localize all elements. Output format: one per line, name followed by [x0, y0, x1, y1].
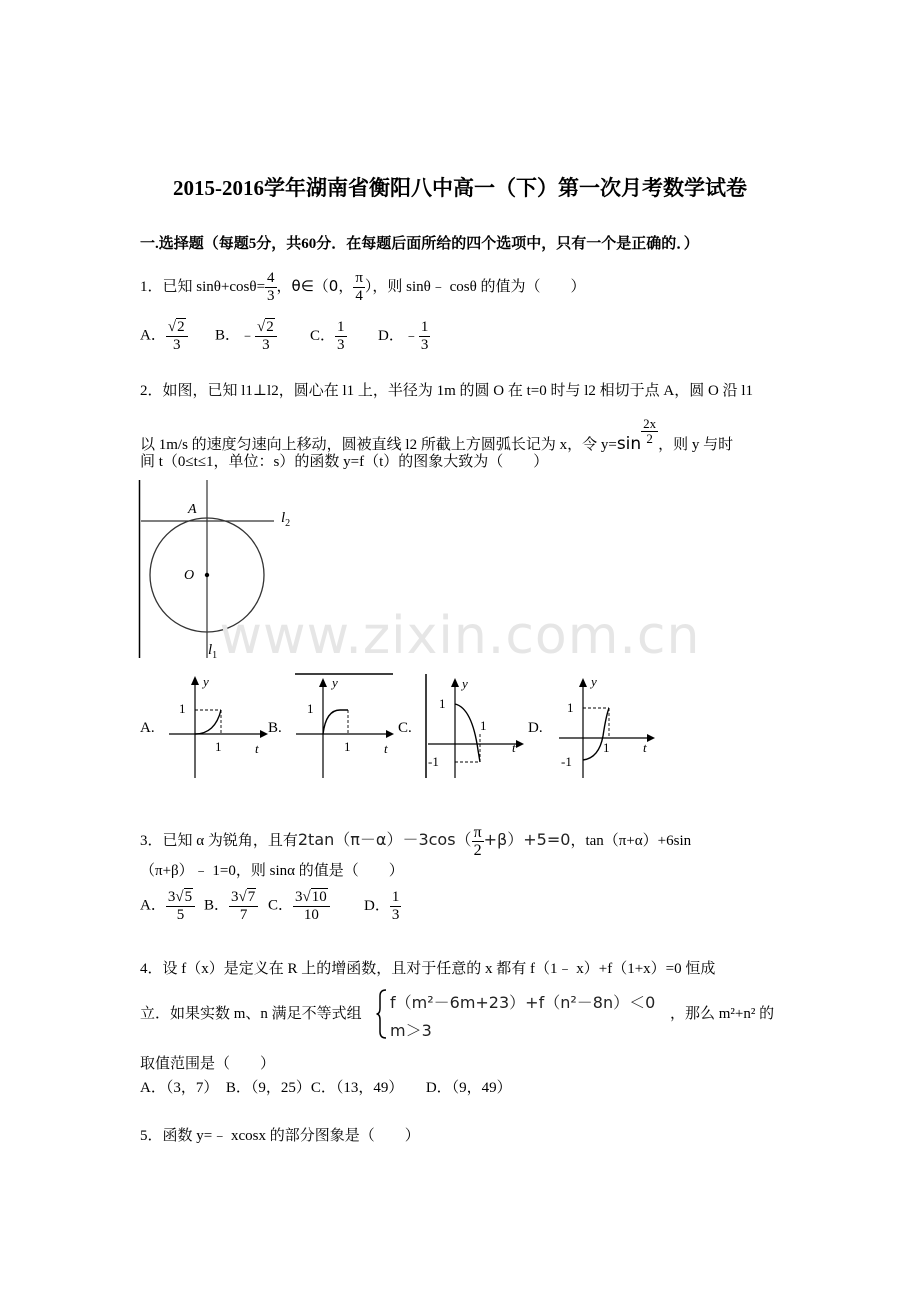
y-arrow-icon — [191, 676, 199, 685]
q2-graph-b — [290, 672, 398, 780]
x-axis-label: t — [643, 740, 647, 755]
q3-option-b: B． $\frac{3√7}{7}$ — [204, 888, 268, 924]
y-axis-label: y — [203, 674, 209, 689]
q4-system-line-1: f（m²－6m+23）+f（n²－8n）＜0 — [390, 993, 656, 1012]
curve — [455, 704, 480, 762]
section-heading: 一.选择题（每题5分，共60分．在每题后面所给的四个选项中，只有一个是正确的．） — [140, 236, 699, 252]
question-1-stem — [140, 270, 586, 305]
x-arrow-icon — [516, 740, 524, 748]
q1-text-b: ），则 sinθ﹣ cosθ 的值为（ ） — [364, 278, 586, 295]
question-3-line-2: （π+β）﹣ 1=0，则 sinα 的值是（ ） — [140, 863, 404, 879]
x-axis-label: t — [512, 740, 516, 755]
center-point — [205, 573, 209, 577]
y-max-label: 1 — [439, 696, 446, 711]
q2-option-c-label: C. — [398, 720, 412, 736]
x-tick-label: 1 — [215, 739, 222, 754]
page-title: 2015-2016学年湖南省衡阳八中高一（下）第一次月考数学试卷 — [173, 176, 747, 200]
q3-option-d: D． $\frac{1}{3}$ — [364, 888, 400, 923]
y-min-label: -1 — [428, 754, 439, 769]
q2-graph-a — [165, 674, 270, 780]
curve — [195, 710, 221, 734]
q2-option-d-label: D. — [528, 720, 543, 736]
question-4-line-2a: 立．如果实数 m、n 满足不等式组 — [140, 1006, 362, 1022]
q2-graph-c — [422, 672, 528, 780]
q3-expression-b: +β）+5=0 — [483, 829, 571, 849]
y-max-label: 1 — [307, 701, 314, 716]
watermark: www.zixin.com.cn — [219, 606, 701, 666]
q1-option-d: D．﹣ $\frac{1}{3}$ — [378, 318, 429, 353]
q3-expression-fraction: $\frac{\pi}{2}$ — [473, 824, 482, 859]
q1-fraction: $\frac{4}{3}$ — [267, 270, 275, 304]
question-4-options: A．（3，7） B．（9，25）C．（13，49） D．（9，49） — [140, 1080, 512, 1096]
y-arrow-icon — [319, 678, 327, 687]
curve — [323, 710, 348, 734]
question-2-line-1: 2．如图，已知 l1⊥l2，圆心在 l1 上，半径为 1m 的圆 O 在 t=0 时与 l2 相切于点 A，圆 O 沿 l1 — [140, 383, 753, 399]
l2-label: $l_2$ — [281, 510, 291, 529]
y-arrow-icon — [579, 678, 587, 687]
point-o-label: O — [184, 568, 195, 583]
l1-label: $l_1$ — [208, 642, 218, 660]
q1-option-c: C． $\frac{1}{3}$ — [310, 318, 345, 353]
system-brace-icon — [376, 988, 388, 1040]
question-3-options — [140, 888, 401, 924]
q2-option-a-label: A. — [140, 720, 155, 736]
q1-condition-a: ，θ∈（0， — [276, 276, 354, 295]
q1-text-a: 1．已知 sinθ+cosθ= — [140, 278, 266, 295]
question-4-line-3: 取值范围是（ ） — [140, 1056, 276, 1072]
x-axis-label: t — [384, 741, 388, 756]
x-arrow-icon — [647, 734, 655, 742]
y-axis-label: y — [462, 676, 468, 691]
question-5-stem: 5．函数 y=﹣ xcosx 的部分图象是（ ） — [140, 1128, 420, 1144]
x-axis-label: t — [255, 741, 259, 756]
x-arrow-icon — [260, 730, 268, 738]
q2-exponent: $\frac{2x}{2}$ — [643, 416, 657, 446]
q3-option-a: A． $\frac{3√5}{5}$ — [140, 888, 204, 924]
x-tick-label: 1 — [344, 739, 351, 754]
q2-option-b-label: B. — [268, 720, 282, 736]
point-a-label: A — [188, 502, 197, 517]
q4-system-line-2: m＞3 — [390, 1021, 432, 1040]
x-tick-label: 1 — [480, 718, 487, 733]
q3-expression-a: 2tan（π－α）－3cos（ — [297, 829, 472, 849]
y-arrow-icon — [451, 678, 459, 687]
question-1-options — [140, 318, 430, 354]
question-4-line-2b: ，那么 m²+n² 的 — [670, 1006, 775, 1022]
x-arrow-icon — [386, 730, 394, 738]
y-min-label: -1 — [561, 754, 572, 769]
q3-option-c: C． $\frac{3√10}{10}$ — [268, 888, 364, 924]
y-axis-label: y — [591, 674, 597, 689]
q2-sin: sin — [616, 434, 642, 454]
q1-option-a: A． $\frac{√2}{3}$ — [140, 318, 215, 354]
y-axis-label: y — [332, 675, 338, 690]
x-tick-label: 1 — [603, 740, 610, 755]
q1-option-b: B．﹣ $\frac{√2}{3}$ — [215, 318, 310, 354]
question-2-line-2: 以 1m/s 的速度匀速向上移动，圆被直线 l2 所截上方圆弧长记为 x，令 y=sin $\frac{2x}{2}$ ，则 y 与时 — [140, 416, 734, 454]
question-2-line-3: 间 t（0≤t≤1，单位：s）的函数 y=f（t）的图象大致为（ ） — [140, 454, 549, 470]
y-max-label: 1 — [567, 700, 574, 715]
question-3-line-1: 3．已知 α 为锐角，且有2tan（π－α）－3cos（ $\frac{\pi}{2}$ +β）+5=0，tan（π+α）+6sin — [140, 824, 692, 859]
y-max-label: 1 — [179, 701, 186, 716]
q1-cond-fraction: $\frac{\pi}{4}$ — [355, 270, 363, 304]
q2-graph-d — [553, 672, 659, 780]
question-4-line-1: 4．设 f（x）是定义在 R 上的增函数，且对于任意的 x 都有 f（1﹣ x）+f（1+x）=0 恒成 — [140, 961, 716, 977]
